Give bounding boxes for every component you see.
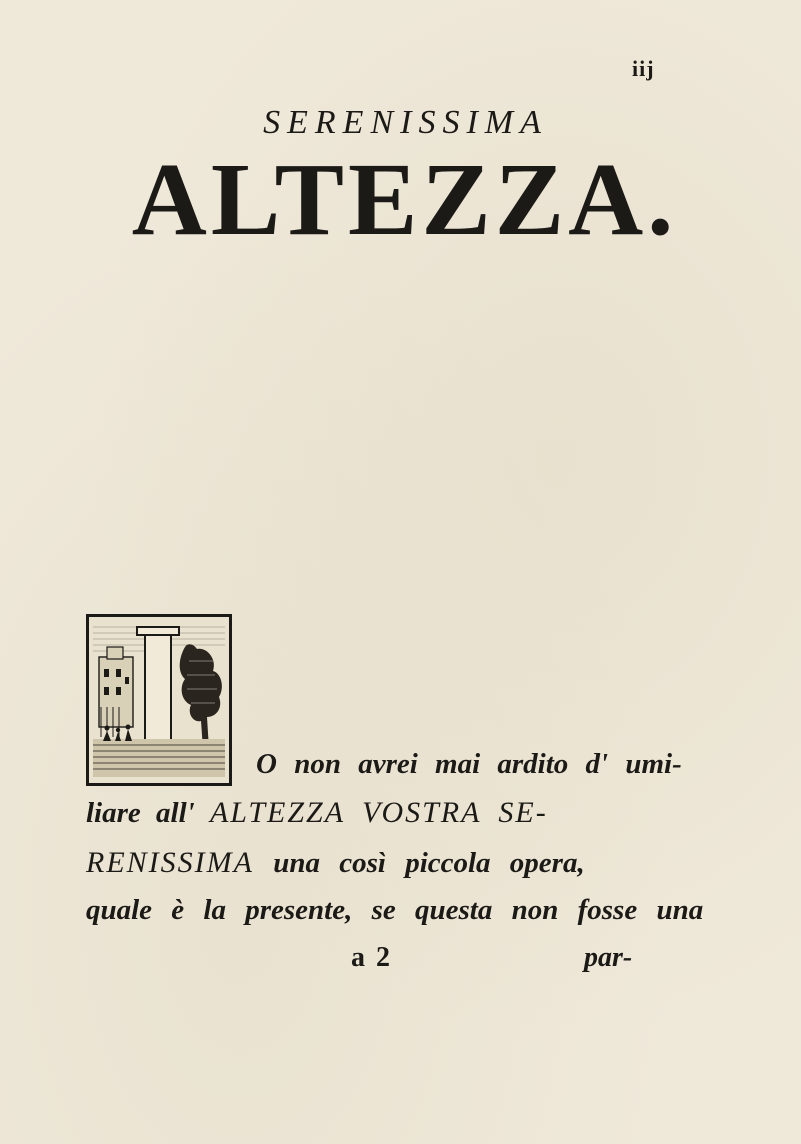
dedication-title: ALTEZZA. (131, 142, 678, 257)
page-number: iij (632, 56, 655, 81)
catchword: par- (584, 942, 633, 973)
dedication-subtitle: SERENISSIMA (263, 104, 548, 141)
body-line-3-suffix: una così piccola opera, (273, 847, 585, 879)
body-line-3 (86, 846, 585, 880)
body-line-4: quale è la presente, se questa non fosse una (86, 894, 704, 926)
body-line-2-caps: ALTEZZA VOSTRA SE- (209, 796, 548, 829)
body-line-2 (86, 796, 548, 830)
woodcut-initial-icon (86, 614, 232, 786)
signature-mark: a 2 (351, 942, 392, 973)
body-line-1: O non avrei mai ardito d' umi- (256, 748, 682, 780)
body-line-2-prefix: liare all' (86, 797, 195, 829)
body-line-3-caps: RENISSIMA (86, 846, 254, 879)
